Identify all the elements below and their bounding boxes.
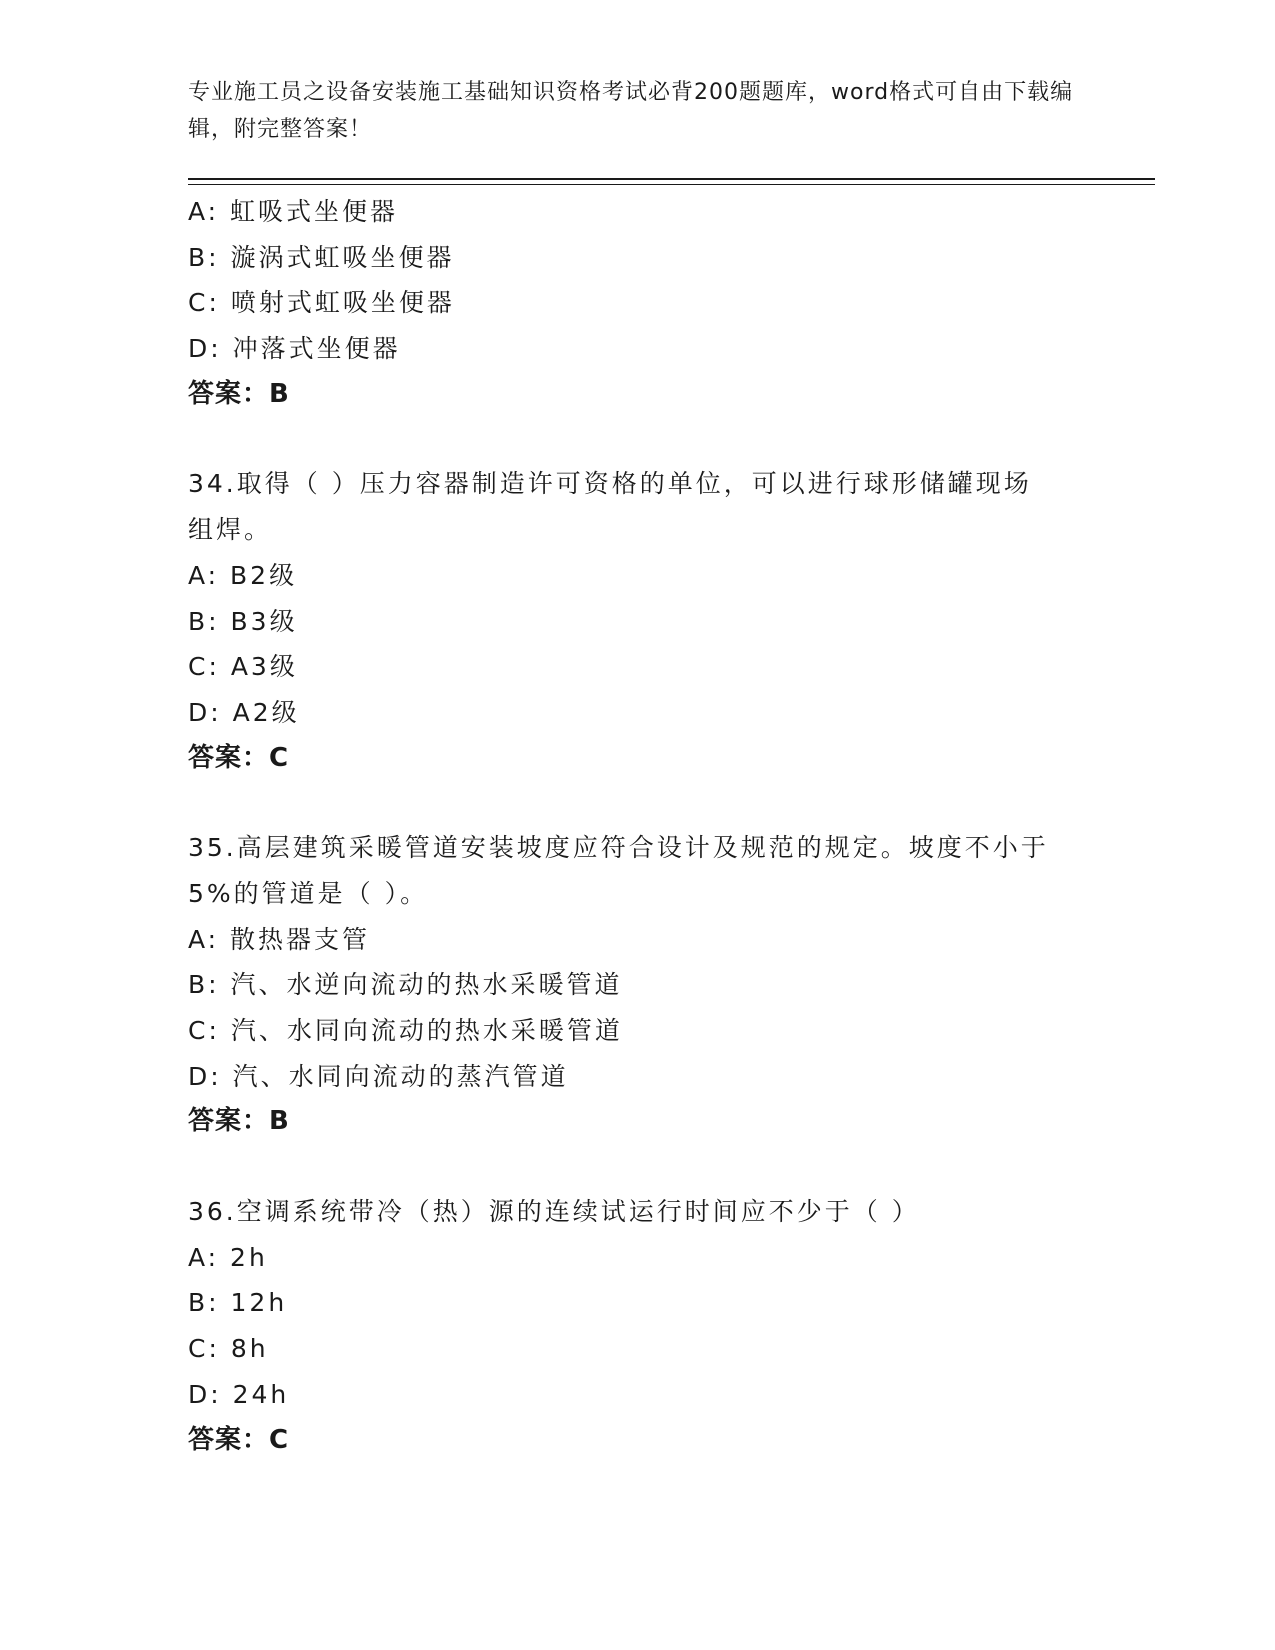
spacer — [188, 1145, 1108, 1189]
question-block — [188, 189, 1108, 417]
question-stem-line: 组焊。 — [188, 515, 273, 545]
answer-line: 答案：C — [188, 1424, 290, 1455]
header-divider-thick — [188, 178, 1155, 180]
question-block — [188, 461, 1108, 781]
answer-line: 答案：B — [188, 378, 290, 409]
question-block — [188, 825, 1108, 1145]
option-b: B: 漩涡式虹吸坐便器 — [188, 242, 455, 272]
question-block — [188, 1189, 1108, 1463]
option-a: A: 2h — [188, 1242, 268, 1272]
spacer — [188, 417, 1108, 461]
option-d: D: 24h — [188, 1379, 290, 1409]
question-stem-line: 34.取得（ ）压力容器制造许可资格的单位，可以进行球形储罐现场 — [188, 469, 1032, 499]
option-a: A: 散热器支管 — [188, 924, 371, 954]
question-stem-line: 36.空调系统带冷（热）源的连续试运行时间应不少于（ ） — [188, 1197, 920, 1227]
option-d: D: 冲落式坐便器 — [188, 334, 401, 364]
answer-line: 答案：C — [188, 742, 290, 773]
document-header: 专业施工员之设备安装施工基础知识资格考试必背200题题库，word格式可自由下载编辑，附完整答案！ — [188, 80, 1074, 142]
option-c: C: 喷射式虹吸坐便器 — [188, 288, 455, 318]
option-b: B: B3级 — [188, 606, 298, 636]
option-a: A: 虹吸式坐便器 — [188, 197, 399, 226]
spacer — [188, 781, 1108, 825]
option-b: B: 汽、水逆向流动的热水采暖管道 — [188, 970, 623, 1000]
answer-line: 答案：B — [188, 1106, 290, 1137]
question-stem-line: 35.高层建筑采暖管道安装坡度应符合设计及规范的规定。坡度不小于 — [188, 833, 1049, 863]
header-divider-thin — [188, 184, 1155, 185]
question-list — [188, 189, 1108, 1463]
question-stem-line: 5%的管道是（ ）。 — [188, 878, 429, 908]
option-b: B: 12h — [188, 1288, 288, 1318]
option-c: C: A3级 — [188, 652, 298, 682]
option-d: D: A2级 — [188, 697, 300, 727]
option-c: C: 汽、水同向流动的热水采暖管道 — [188, 1016, 623, 1045]
option-c: C: 8h — [188, 1334, 269, 1364]
option-d: D: 汽、水同向流动的蒸汽管道 — [188, 1061, 569, 1091]
option-a: A: B2级 — [188, 560, 298, 590]
